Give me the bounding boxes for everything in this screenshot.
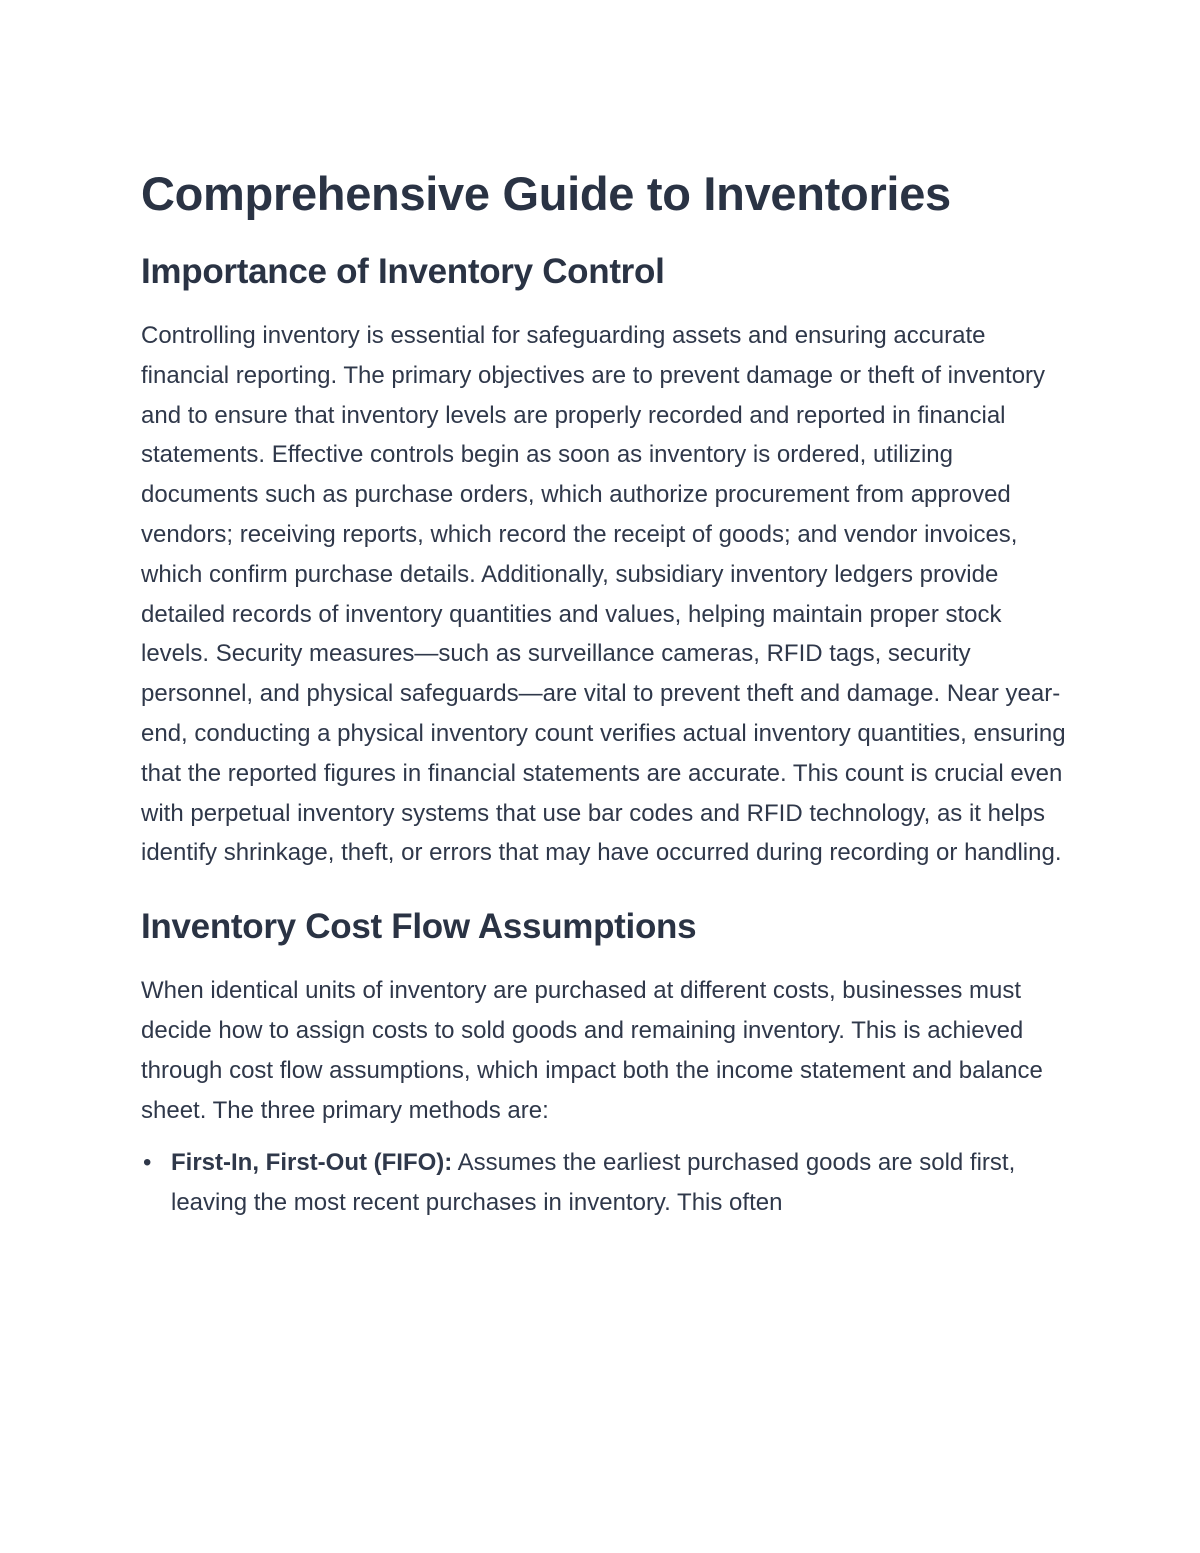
list-item-term: First-In, First-Out (FIFO): xyxy=(171,1149,453,1177)
document-page xyxy=(141,165,1066,1223)
section-heading-inventory-control: Importance of Inventory Control xyxy=(141,252,665,291)
section-paragraph-cost-flow: When identical units of inventory are purchased at different costs, businesses must decide how to assign costs to sold goods and remaining inventory. This is achieved through cost flow assumptions, which impact both the income statement and balance sheet. The three primary methods are: xyxy=(141,977,1043,1124)
cost-flow-method-list xyxy=(141,1143,1066,1223)
section-paragraph-inventory-control: Controlling inventory is essential for safeguarding assets and ensuring accurate financial reporting. The primary objectives are to prevent damage or theft of inventory and to ensure that inventory levels are properly recorded and reported in financial statements. Effective controls begin as soon as inventory is ordered, utilizing documents such as purchase orders, which authorize procurement from approved vendors; receiving reports, which record the receipt of goods; and vendor invoices, which confirm purchase details. Additionally, subsidiary inventory ledgers provide detailed records of inventory quantities and values, helping maintain proper stock levels. Security measures—such as surveillance cameras, RFID tags, security personnel, and physical safeguards—are vital to prevent theft and damage. Near year-end, conducting a physical inventory count verifies actual inventory quantities, ensuring that the reported figures in financial statements are accurate. This count is crucial even with perpetual inventory systems that use bar codes and RFID technology, as it helps identify shrinkage, theft, or errors that may have occurred during recording or handling. xyxy=(141,322,1066,867)
list-item-fifo xyxy=(141,1143,1066,1223)
list-item-text: Assumes the earliest purchased goods are sold first, leaving the most recent purchases in inventory. This often xyxy=(171,1149,1016,1217)
bullet-marker: • xyxy=(143,1149,152,1177)
document-title: Comprehensive Guide to Inventories xyxy=(141,167,951,220)
section-heading-cost-flow: Inventory Cost Flow Assumptions xyxy=(141,907,697,947)
